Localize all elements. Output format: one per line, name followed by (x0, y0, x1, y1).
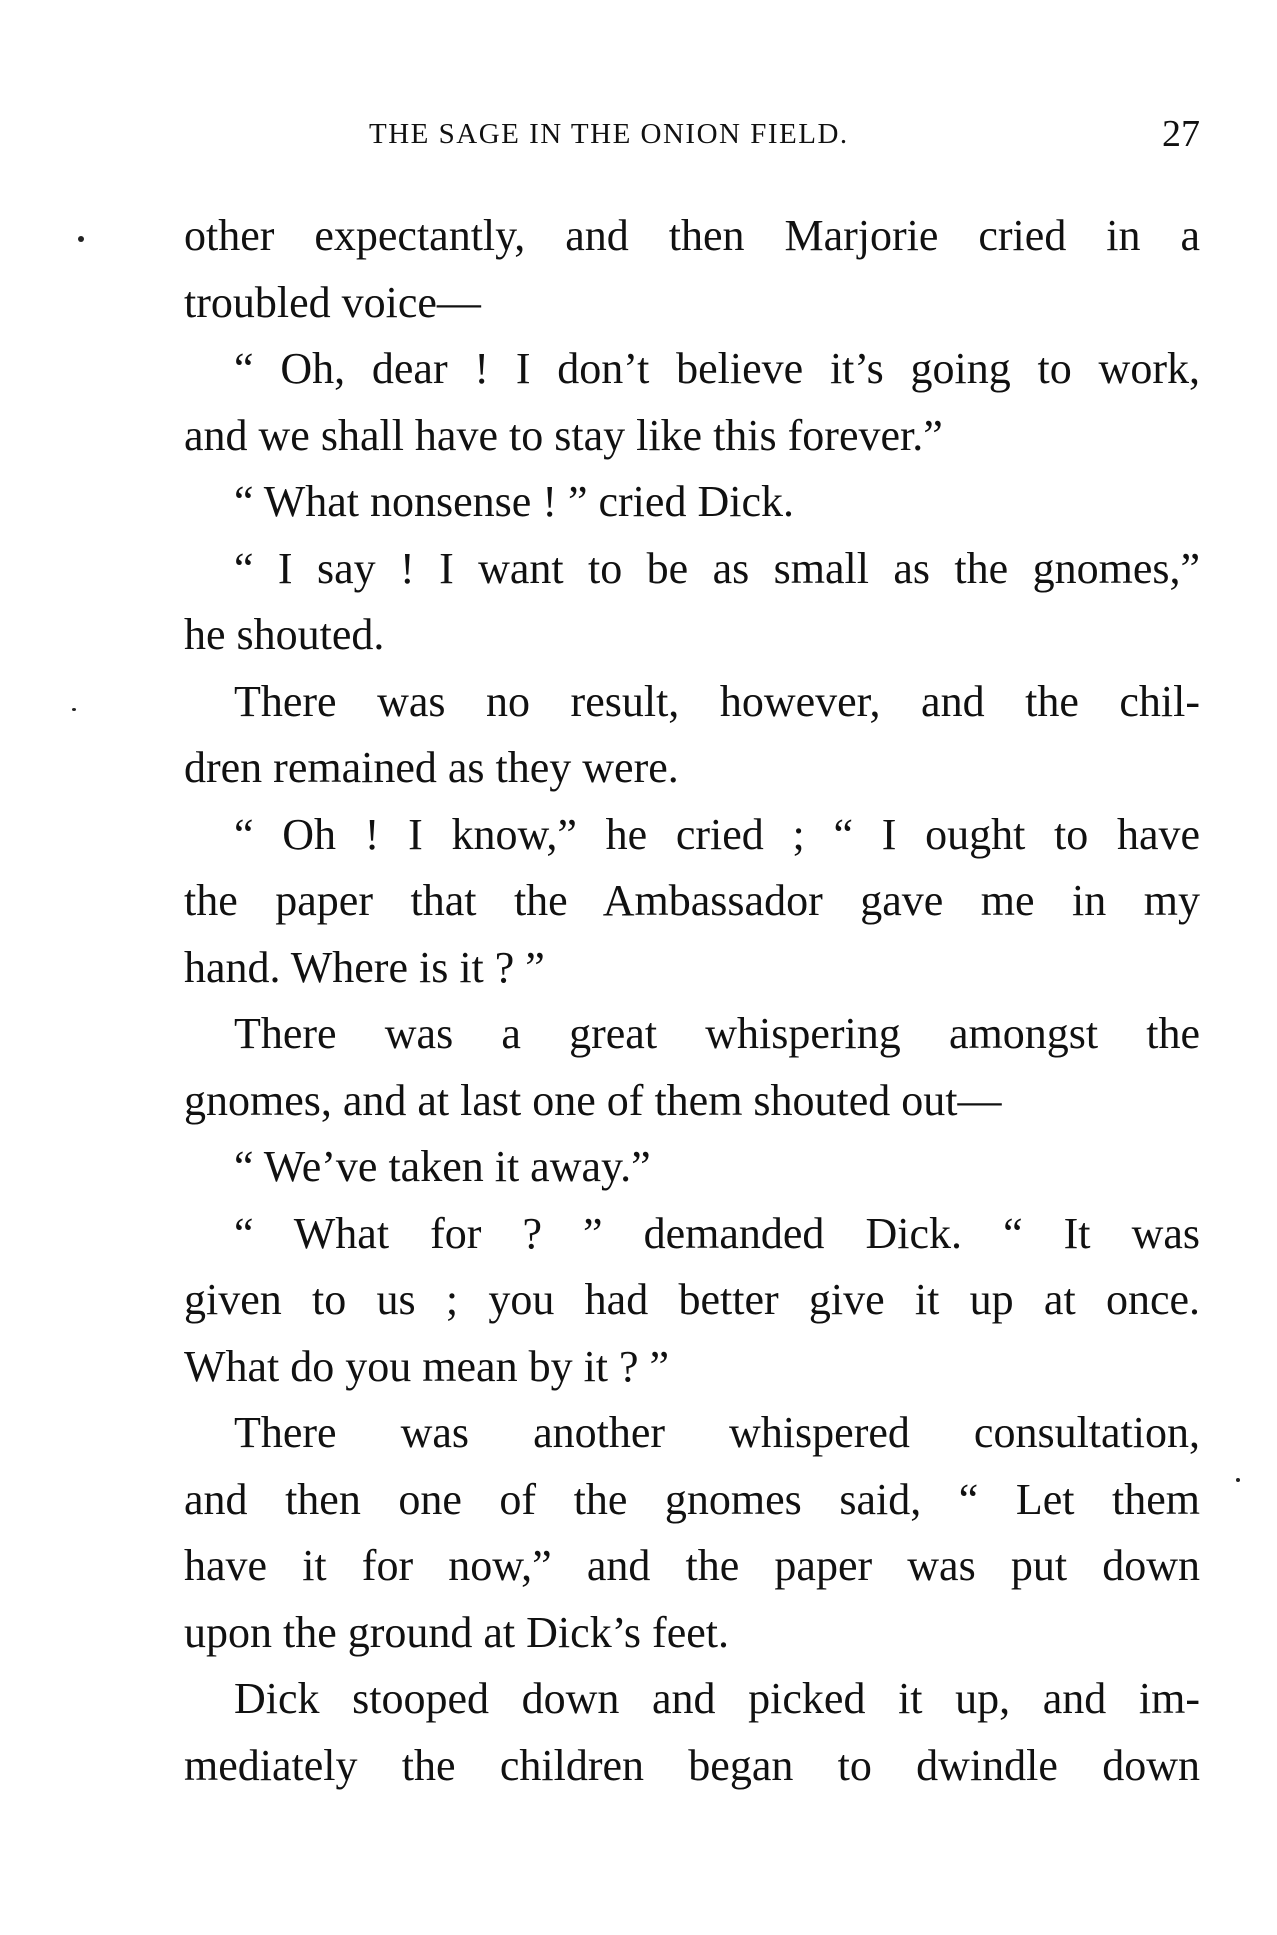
text-line: gnomes, and at last one of them shouted out— (184, 1075, 1002, 1125)
text-line: There was another whispered consultation, (234, 1408, 1200, 1457)
text-line: “ Oh, dear ! I don’t believe it’s going to work, (234, 344, 1200, 393)
text-line: the paper that the Ambassador gave me in my (184, 876, 1200, 925)
text-line: mediately the children began to dwindle down (184, 1740, 1200, 1790)
text-line: Dick stooped down and picked it up, and im- (234, 1674, 1200, 1723)
text-line: “ I say ! I want to be as small as the gnomes,” (234, 543, 1200, 593)
print-speck (78, 236, 84, 242)
text-line: There was no result, however, and the chil- (234, 676, 1200, 726)
text-line: he shouted. (184, 610, 385, 659)
text-line: and then one of the gnomes said, “ Let them (184, 1474, 1200, 1524)
page-number: 27 (1162, 113, 1200, 155)
text-line: dren remained as they were. (184, 743, 679, 792)
body-text (184, 203, 1200, 1799)
text-line: “ Oh ! I know,” he cried ; “ I ought to have (234, 809, 1200, 859)
print-speck (72, 708, 76, 711)
text-line: given to us ; you had better give it up at once. (184, 1275, 1200, 1324)
text-line: What do you mean by it ? ” (184, 1341, 670, 1391)
running-head (185, 113, 1200, 168)
text-line: “ We’ve taken it away.” (234, 1142, 651, 1191)
text-line: “ What for ? ” demanded Dick. “ It was (234, 1208, 1200, 1258)
running-title: THE SAGE IN THE ONION FIELD. (369, 118, 849, 150)
text-line: There was a great whispering amongst the (234, 1009, 1200, 1058)
text-line: troubled voice— (184, 277, 481, 327)
text-line: other expectantly, and then Marjorie cried in a (184, 211, 1200, 260)
text-line: upon the ground at Dick’s feet. (184, 1607, 729, 1657)
text-line: have it for now,” and the paper was put down (184, 1541, 1200, 1590)
text-line: and we shall have to stay like this forever.” (184, 410, 943, 460)
text-line: “ What nonsense ! ” cried Dick. (234, 477, 794, 526)
text-line: hand. Where is it ? ” (184, 942, 545, 992)
print-speck (1236, 1478, 1240, 1482)
